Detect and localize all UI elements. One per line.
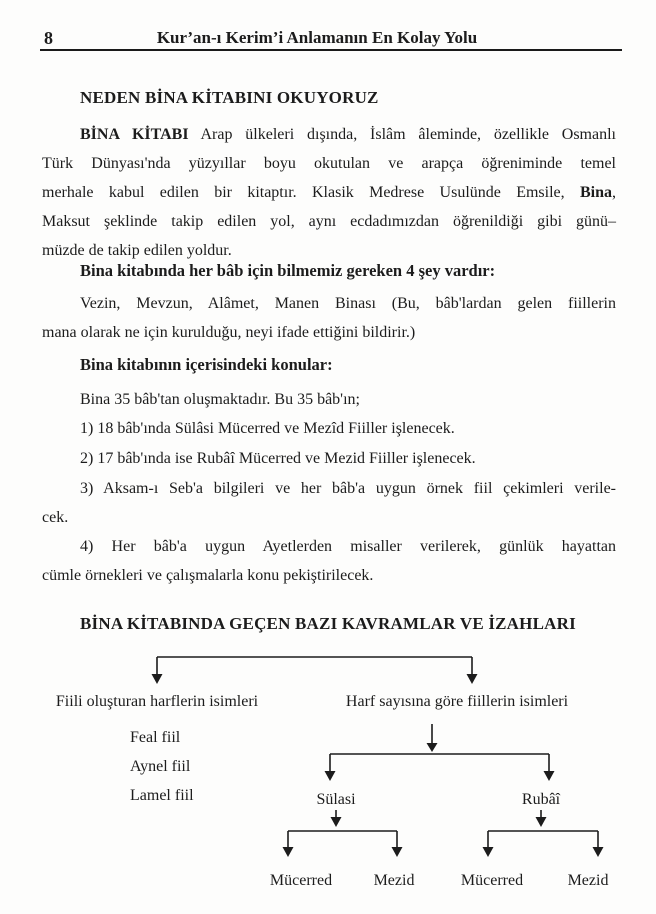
- list-item-3: [42, 474, 616, 532]
- tree-leaf-feal: Feal fiil: [130, 729, 181, 746]
- text-line: 3) Aksam-ı Seb'a bilgileri ve her bâb'a uygun örnek fiil çekimleri verile-: [80, 480, 616, 497]
- tree-branch-rubai: [483, 810, 604, 857]
- bab-count-paragraph: [42, 385, 616, 414]
- tree-node-harf-isimleri: Fiili oluşturan harflerin isimleri: [55, 693, 259, 710]
- text-run: ,: [612, 184, 616, 201]
- text-line: cümle örnekleri ve çalışmalarla konu pekiştirilecek.: [42, 567, 374, 584]
- tree-node-sulasi: Sülasi: [316, 791, 356, 808]
- intro-paragraph: [42, 120, 616, 265]
- section-heading-neden: NEDEN BİNA KİTABINI OKUYORUZ: [80, 88, 379, 107]
- list-item-1: [42, 414, 616, 443]
- text-line: [42, 120, 616, 149]
- text-line: cek.: [42, 509, 69, 526]
- list-item-4: [42, 532, 616, 590]
- tree-branch-sulasi: [283, 810, 403, 857]
- section-heading-four-things: Bina kitabında her bâb için bilmemiz gereken 4 şey vardır:: [80, 261, 496, 280]
- list-item-2: [42, 444, 616, 473]
- tree-leaf-lamel: Lamel fiil: [130, 787, 194, 804]
- text-line: 2) 17 bâb'ında ise Rubâî Mücerred ve Mezid Fiiller işlenecek.: [80, 450, 476, 467]
- text-line: Türk Dünyası'nda yüzyıllar boyu okutulan ve arapça öğreniminde temel: [42, 155, 616, 172]
- four-things-paragraph: [42, 289, 616, 347]
- tree-branch-harf-sayisi: [325, 724, 555, 781]
- section-heading-kavramlar: BİNA KİTABINDA GEÇEN BAZI KAVRAMLAR VE İZAHLARI: [80, 614, 576, 633]
- section-heading-topics: Bina kitabının içerisindeki konular:: [80, 355, 333, 374]
- bold-word: Bina: [579, 184, 612, 201]
- tree-node-rubai: Rubâî: [521, 791, 561, 808]
- bold-lead: BİNA KİTABI: [80, 126, 189, 143]
- text-line: Bina 35 bâb'tan oluşmaktadır. Bu 35 bâb'ın;: [80, 391, 360, 408]
- tree-branch-top: [152, 657, 478, 684]
- text-line: 1) 18 bâb'ında Sülâsi Mücerred ve Mezîd Fiiller işlenecek.: [80, 420, 455, 437]
- text-run: merhale kabul edilen bir kitaptır. Klasik Medrese Usulünde Emsile,: [42, 184, 580, 201]
- text-line: mana olarak ne için kurulduğu, neyi ifade ettiğini bildirir.): [42, 324, 416, 341]
- text-line: [42, 178, 616, 207]
- tree-leaf-sulasi-mezid: Mezid: [373, 872, 415, 889]
- tree-leaf-aynel: Aynel fiil: [130, 758, 191, 775]
- running-title: Kur’an-ı Kerim’i Anlamanın En Kolay Yolu: [156, 28, 478, 47]
- tree-leaf-rubai-mezid: Mezid: [567, 872, 609, 889]
- concept-tree: [0, 640, 656, 914]
- page-number: 8: [44, 28, 53, 48]
- page-header: [40, 26, 622, 51]
- tree-leaf-sulasi-mucerred: Mücerred: [269, 872, 333, 889]
- text-run: Arap ülkeleri dışında, İslâm âleminde, özellikle Osmanlı: [188, 126, 616, 143]
- text-line: Maksut şeklinde takip edilen yol, aynı ecdadımızdan öğrenildiği gibi günü–: [42, 213, 616, 230]
- text-line: Vezin, Mevzun, Alâmet, Manen Binası (Bu, bâb'lardan gelen fiillerin: [80, 295, 616, 312]
- tree-node-fiil-isimleri: Harf sayısına göre fiillerin isimleri: [345, 693, 569, 710]
- tree-leaf-rubai-mucerred: Mücerred: [460, 872, 524, 889]
- text-line: 4) Her bâb'a uygun Ayetlerden misaller verilerek, günlük hayattan: [80, 538, 616, 555]
- text-line: müzde de takip edilen yoldur.: [42, 242, 232, 259]
